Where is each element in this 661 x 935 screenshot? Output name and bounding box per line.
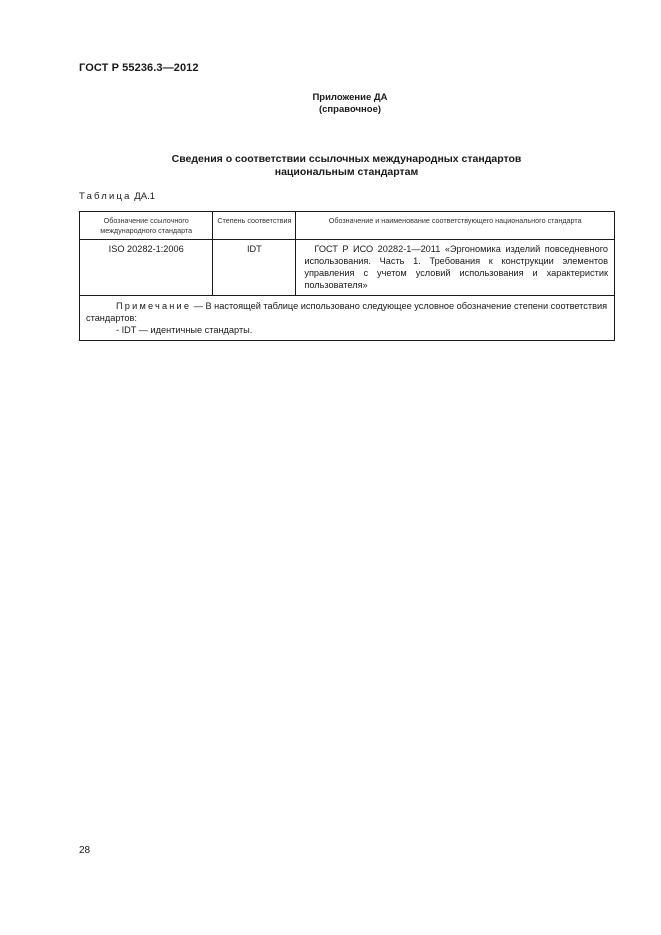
table-caption-id: ДА.1 bbox=[134, 191, 155, 202]
note-label: Примечание bbox=[116, 301, 192, 311]
cell-intl-standard: ISO 20282-1:2006 bbox=[80, 240, 213, 296]
standards-table bbox=[79, 211, 615, 341]
appendix-heading bbox=[200, 92, 500, 116]
table-note-row bbox=[80, 296, 615, 341]
section-title-line1: Сведения о соответствии ссылочных международных стандартов bbox=[171, 153, 522, 165]
note-body: — В настоящей таблице использовано следующее условное обозначение степени соответствия стандартов: bbox=[86, 301, 608, 323]
cell-national-standard: ГОСТ Р ИСО 20282-1—2011 «Эргономика изделий повседневного использования. Часть 1. Требования к конструкции элементов управления с учетом условий использования и характеристик пользователя» bbox=[296, 240, 615, 296]
header-national-standard: Обозначение и наименование соответствующего национального стандарта bbox=[296, 212, 615, 240]
note-text bbox=[86, 300, 608, 324]
cell-degree: IDT bbox=[213, 240, 296, 296]
section-title bbox=[100, 153, 593, 179]
header-degree: Степень соответствия bbox=[213, 212, 296, 240]
document-code: ГОСТ Р 55236.3—2012 bbox=[79, 62, 199, 74]
table-note bbox=[80, 296, 615, 341]
header-intl-standard: Обозначение ссылочного международного стандарта bbox=[80, 212, 213, 240]
table-row bbox=[80, 240, 615, 296]
table-caption-word: Таблица bbox=[79, 191, 132, 202]
table-caption bbox=[79, 191, 155, 202]
note-item: - IDT — идентичные стандарты. bbox=[116, 325, 253, 335]
appendix-title: Приложение ДА bbox=[312, 92, 388, 103]
section-title-line2: национальным стандартам bbox=[274, 166, 419, 178]
table-header-row bbox=[80, 212, 615, 240]
page-number: 28 bbox=[79, 845, 91, 856]
appendix-subtitle: (справочное) bbox=[318, 104, 382, 115]
